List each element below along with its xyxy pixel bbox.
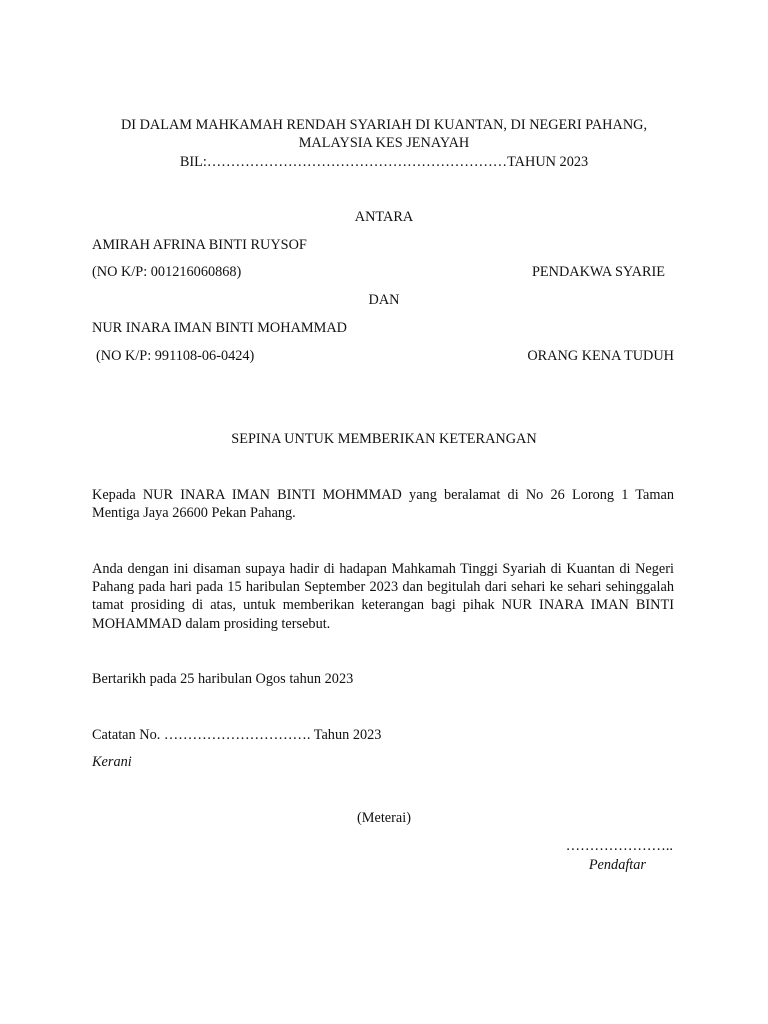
defendant-role: ORANG KENA TUDUH xyxy=(527,348,674,364)
document-title: SEPINA UNTUK MEMBERIKAN KETERANGAN xyxy=(231,431,537,447)
antara-label: ANTARA xyxy=(354,209,414,225)
pendaftar-label: Pendaftar xyxy=(588,857,646,873)
defendant-name: NUR INARA IMAN BINTI MOHAMMAD xyxy=(92,320,347,336)
catatan-line: Catatan No. …………………………. Tahun 2023 xyxy=(92,727,382,743)
case-number-line: BIL:………………………………………………………TAHUN 2023 xyxy=(179,154,589,170)
kerani-label: Kerani xyxy=(92,754,132,770)
plaintiff-ic: (NO K/P: 001216060868) xyxy=(92,264,242,280)
defendant-ic: (NO K/P: 991108-06-0424) xyxy=(96,348,255,364)
plaintiff-role: PENDAKWA SYARIE xyxy=(531,264,665,280)
dated-line: Bertarikh pada 25 haribulan Ogos tahun 2023 xyxy=(92,671,354,687)
meterai-label: (Meterai) xyxy=(357,810,411,826)
summons-paragraph: Anda dengan ini disaman supaya hadir di hadapan Mahkamah Tinggi Syariah di Kuantan di Negeri Pahang pada hari pada 15 haribulan September 2023 dan begitulah dari sehari ke sehari sehinggalah tamat prosiding di atas, untuk memberikan keterangan bagi pihak NUR INARA IMAN BINTI MOHAMMAD dalam prosiding tersebut. xyxy=(92,561,674,632)
dan-label: DAN xyxy=(368,292,400,308)
court-heading-line2: MALAYSIA KES JENAYAH xyxy=(298,135,470,151)
court-heading-line1: DI DALAM MAHKAMAH RENDAH SYARIAH DI KUANTAN, DI NEGERI PAHANG, xyxy=(120,117,648,133)
plaintiff-name: AMIRAH AFRINA BINTI RUYSOF xyxy=(92,237,307,253)
signature-dots: ………………….. xyxy=(565,838,673,854)
addressee-paragraph: Kepada NUR INARA IMAN BINTI MOHMMAD yang beralamat di No 26 Lorong 1 Taman Mentiga Jaya 26600 Pekan Pahang. xyxy=(92,487,674,522)
